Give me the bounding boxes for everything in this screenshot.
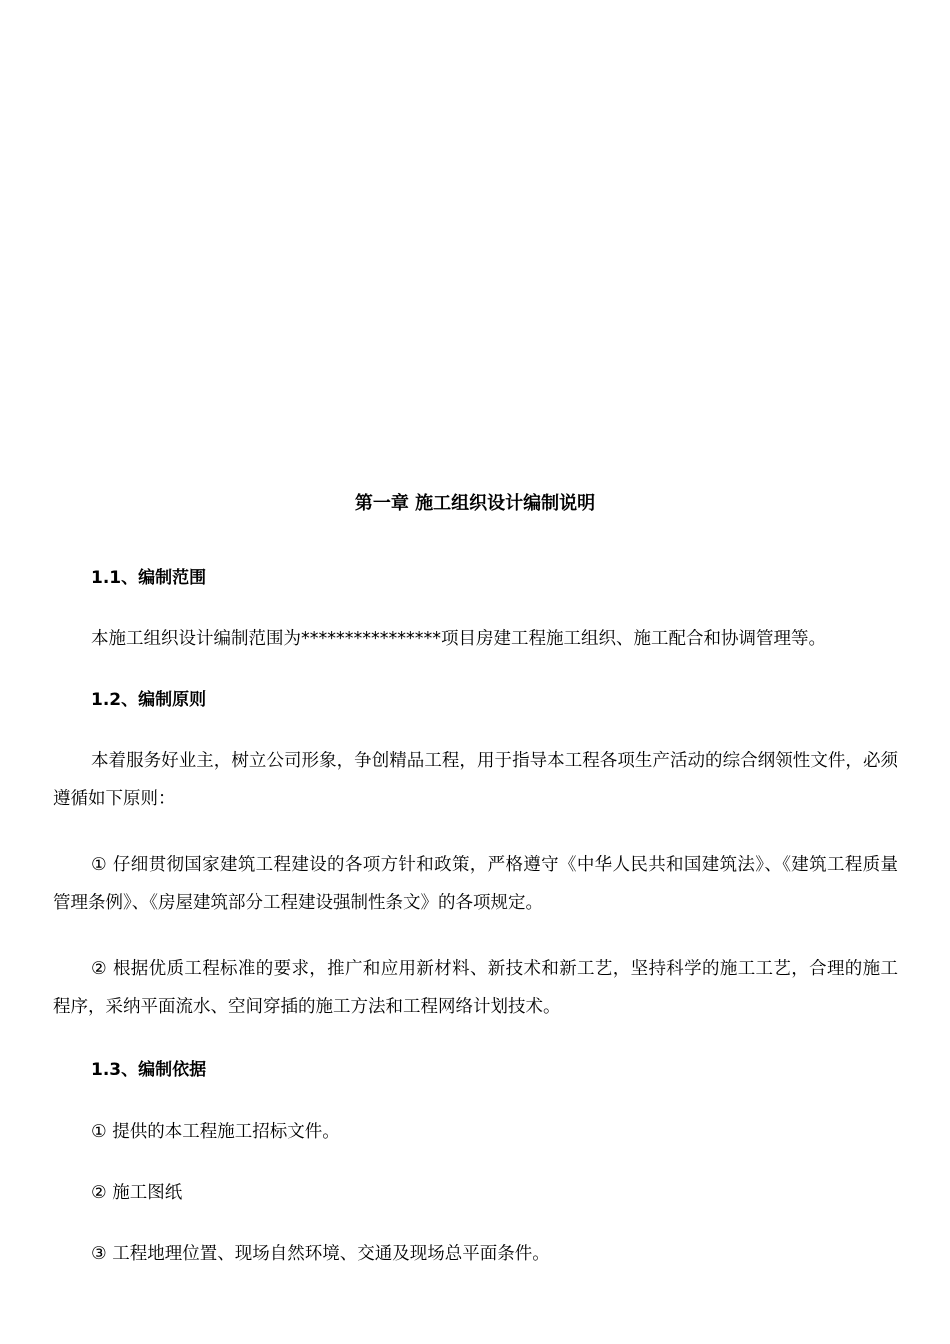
basis-item-3: ③ 工程地理位置、现场自然环境、交通及现场总平面条件。 [91, 1244, 550, 1264]
section-heading-1-2: 1.2、编制原则 [91, 690, 207, 710]
basis-item-2: ② 施工图纸 [91, 1183, 183, 1203]
chapter-title: 第一章 施工组织设计编制说明 [354, 493, 596, 514]
section-1-2-intro: 本着服务好业主，树立公司形象，争创精品工程，用于指导本工程各项生产活动的综合纲领性文件，必须遵循如下原则： [53, 751, 898, 809]
section-1-1-body: 本施工组织设计编制范围为****************项目房建工程施工组织、施工配合和协调管理等。 [91, 629, 826, 649]
basis-item-1: ① 提供的本工程施工招标文件。 [91, 1122, 340, 1142]
section-heading-1-1: 1.1、编制范围 [91, 568, 207, 588]
section-1-2-principle-2: ② 根据优质工程标准的要求，推广和应用新材料、新技术和新工艺，坚持科学的施工工艺，合理的施工程序，采纳平面流水、空间穿插的施工方法和工程网络计划技术。 [53, 959, 898, 1017]
section-heading-1-3: 1.3、编制依据 [91, 1060, 207, 1080]
section-1-2-principle-1: ① 仔细贯彻国家建筑工程建设的各项方针和政策，严格遵守《中华人民共和国建筑法》、《建筑工程质量管理条例》、《房屋建筑部分工程建设强制性条文》的各项规定。 [53, 855, 898, 913]
